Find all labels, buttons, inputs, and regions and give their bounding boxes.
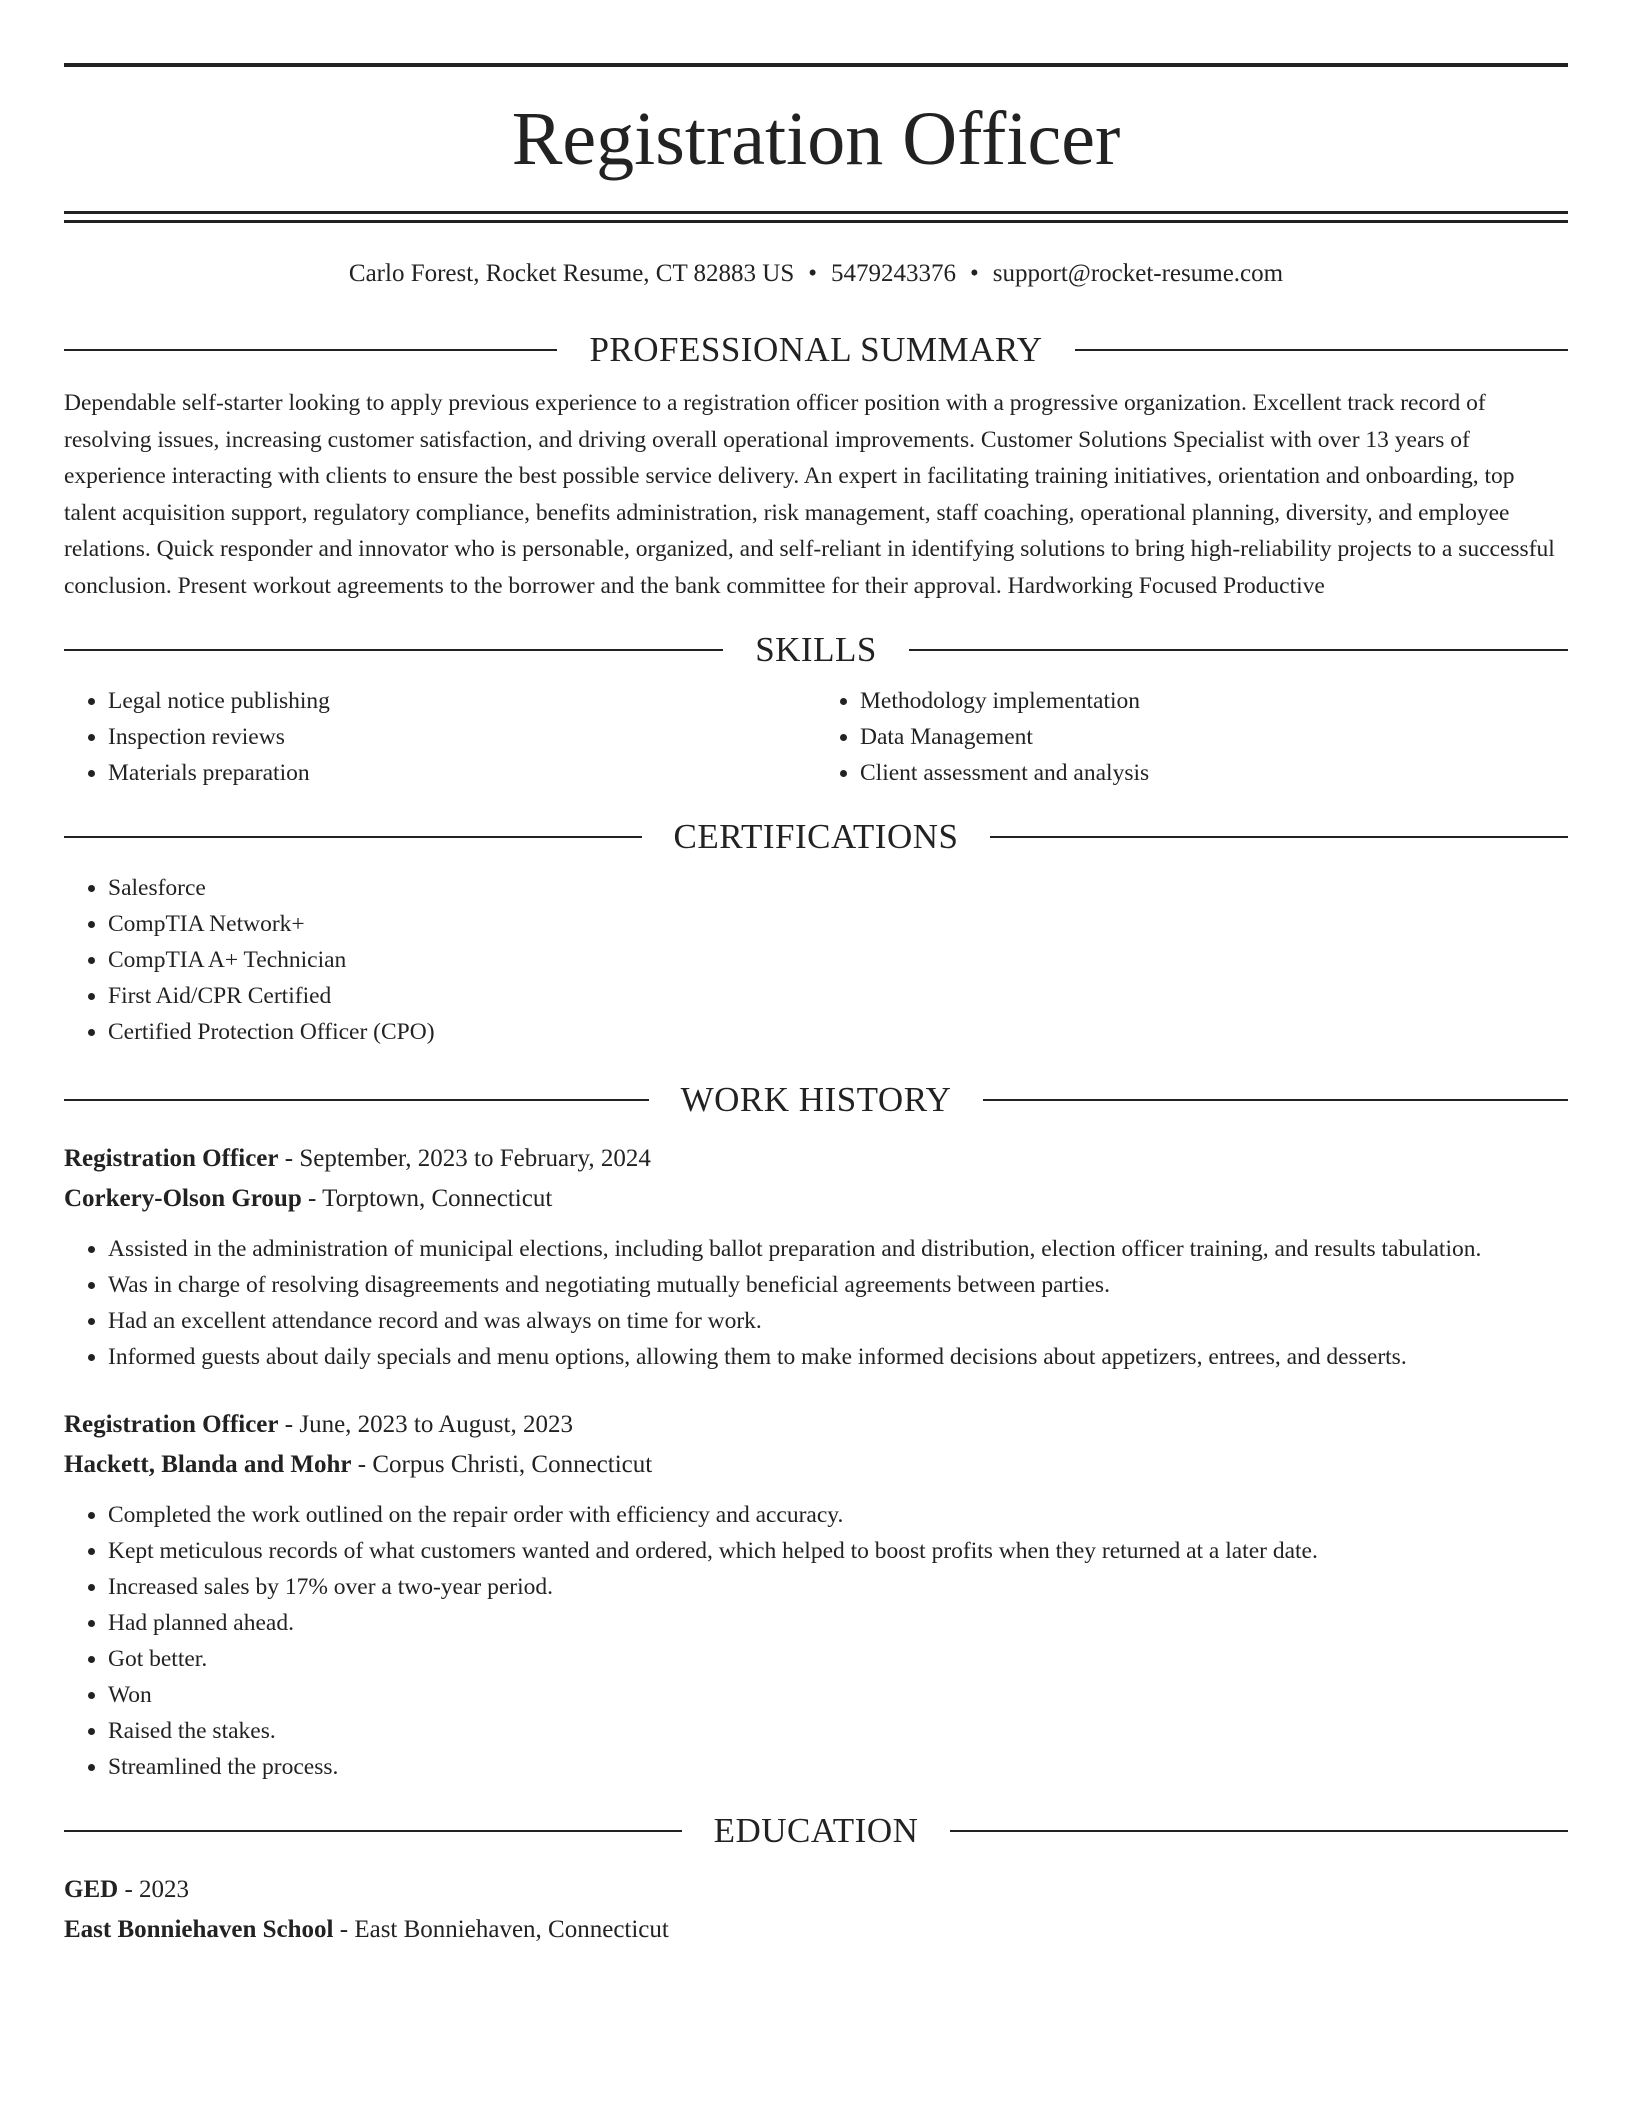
contact-phone: 5479243376	[831, 260, 957, 287]
job-duty: • Raised the stakes.	[108, 1713, 1568, 1749]
education-location: - East Bonniehaven, Connecticut	[333, 1916, 669, 1943]
job-company-line	[64, 1179, 1568, 1219]
job-company-line	[64, 1445, 1568, 1485]
education-heading	[64, 1813, 1568, 1848]
heading-line-right	[983, 1099, 1568, 1101]
skill-item: • Inspection reviews	[108, 719, 816, 755]
job-duty: • Increased sales by 17% over a two-year period.	[108, 1569, 1568, 1605]
job-title-line	[64, 1139, 1568, 1179]
education-school: East Bonniehaven School	[64, 1916, 334, 1943]
job-title-line	[64, 1405, 1568, 1445]
skills-column-left	[64, 683, 816, 791]
skills-heading	[64, 632, 1568, 667]
work-history-heading	[64, 1082, 1568, 1117]
summary-heading	[64, 332, 1568, 367]
skills-heading-label: SKILLS	[755, 630, 877, 669]
certifications-heading-label: CERTIFICATIONS	[673, 817, 959, 856]
job-duties-list	[64, 1497, 1568, 1785]
certification-item: • First Aid/CPR Certified	[108, 978, 1568, 1014]
heading-line-left	[64, 349, 557, 351]
contact-separator: •	[808, 260, 818, 287]
page-title: Registration Officer	[511, 97, 1121, 181]
education-school-line	[64, 1910, 1568, 1950]
heading-line-left	[64, 649, 723, 651]
job-location: - Torptown, Connecticut	[301, 1185, 553, 1212]
job-duty: • Had planned ahead.	[108, 1605, 1568, 1641]
contact-line	[64, 261, 1568, 286]
skill-item: • Methodology implementation	[860, 683, 1568, 719]
certifications-heading	[64, 819, 1568, 854]
job-location: - Corpus Christi, Connecticut	[351, 1451, 653, 1478]
job-entry	[64, 1139, 1568, 1375]
job-duty: • Completed the work outlined on the repair order with efficiency and accuracy.	[108, 1497, 1568, 1533]
skills-list	[64, 683, 1568, 791]
job-duties-list	[64, 1231, 1568, 1375]
job-duty: • Had an excellent attendance record and was always on time for work.	[108, 1303, 1568, 1339]
heading-line-right	[1075, 349, 1568, 351]
title-rule-lower	[64, 220, 1568, 223]
heading-line-left	[64, 1830, 682, 1832]
education-degree-line	[64, 1870, 1568, 1910]
heading-line-left	[64, 1099, 649, 1101]
skill-item: • Data Management	[860, 719, 1568, 755]
contact-address: Carlo Forest, Rocket Resume, CT 82883 US	[348, 260, 795, 287]
skills-column-right	[816, 683, 1568, 791]
skill-item: • Client assessment and analysis	[860, 755, 1568, 791]
skill-item: • Legal notice publishing	[108, 683, 816, 719]
job-role: Registration Officer	[64, 1411, 279, 1438]
education-degree: GED	[64, 1876, 119, 1903]
certification-item: • CompTIA A+ Technician	[108, 942, 1568, 978]
contact-separator: •	[970, 260, 979, 287]
job-role: Registration Officer	[64, 1145, 279, 1172]
skill-item: • Materials preparation	[108, 755, 816, 791]
summary-text: Dependable self-starter looking to apply previous experience to a registration officer position with a progressive organization. Excellent track record of resolving issues, increasing customer satisfaction, and driving overall operational improvements. Customer Solutions Specialist with over 13 years of experience interacting with clients to ensure the best possible service delivery. An expert in facilitating training initiatives, orientation and onboarding, top talent acquisition support, regulatory compliance, benefits administration, risk management, staff coaching, operational planning, diversity, and employee relations. Quick responder and innovator who is personable, organized, and self-reliant in identifying solutions to bring high-reliability projects to a successful conclusion. Present workout agreements to the borrower and the bank committee for their approval. Hardworking Focused Productive	[64, 390, 1555, 599]
certifications-list	[64, 870, 1568, 1050]
job-dates: - September, 2023 to February, 2024	[278, 1145, 651, 1172]
heading-line-right	[990, 836, 1568, 838]
heading-line-right	[950, 1830, 1568, 1832]
title-rule-upper	[64, 211, 1568, 214]
certification-item: • Certified Protection Officer (CPO)	[108, 1014, 1568, 1050]
certification-item: • CompTIA Network+	[108, 906, 1568, 942]
education-entry	[64, 1870, 1568, 1950]
education-heading-label: EDUCATION	[713, 1811, 919, 1850]
job-duty: • Kept meticulous records of what customers wanted and ordered, which helped to boost profits when they returned at a later date.	[108, 1533, 1568, 1569]
job-company: Corkery-Olson Group	[64, 1185, 302, 1212]
job-dates: - June, 2023 to August, 2023	[278, 1411, 573, 1438]
heading-line-left	[64, 836, 642, 838]
job-duty: • Was in charge of resolving disagreements and negotiating mutually beneficial agreements between parties.	[108, 1267, 1568, 1303]
certification-item: • Salesforce	[108, 870, 1568, 906]
summary-heading-label: PROFESSIONAL SUMMARY	[589, 330, 1043, 369]
job-duty: • Informed guests about daily specials and menu options, allowing them to make informed decisions about appetizers, entrees, and desserts.	[108, 1339, 1568, 1375]
job-duty: • Assisted in the administration of municipal elections, including ballot preparation and distribution, election officer training, and results tabulation.	[108, 1231, 1568, 1267]
job-company: Hackett, Blanda and Mohr	[64, 1451, 352, 1478]
job-duty: • Streamlined the process.	[108, 1749, 1568, 1785]
job-duty: • Got better.	[108, 1641, 1568, 1677]
heading-line-right	[909, 649, 1568, 651]
job-entry	[64, 1405, 1568, 1785]
education-year: - 2023	[118, 1876, 190, 1903]
job-duty: • Won	[108, 1677, 1568, 1713]
resume-header	[64, 0, 1568, 223]
work-history-heading-label: WORK HISTORY	[680, 1080, 952, 1119]
contact-email: support@rocket-resume.com	[992, 260, 1284, 287]
